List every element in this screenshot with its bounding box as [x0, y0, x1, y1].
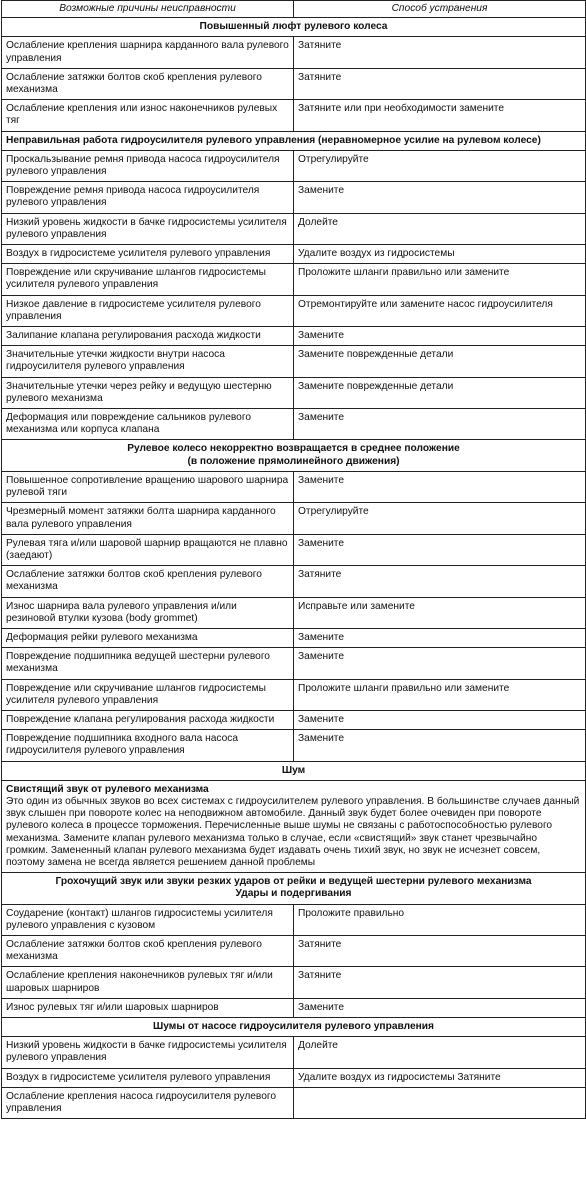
table-row [2, 471, 586, 502]
remedy-cell: Проложите правильно [294, 904, 586, 935]
cause-cell: Деформация или повреждение сальников рулевого механизма или корпуса клапана [2, 409, 294, 440]
cause-cell: Значительные утечки через рейку и ведущую шестерню рулевого механизма [2, 377, 294, 408]
cause-cell: Повреждение ремня привода насоса гидроусилителя рулевого управления [2, 182, 294, 213]
remedy-cell: Замените [294, 409, 586, 440]
section-title-line: Удары и подергивания [235, 888, 352, 900]
cause-cell: Воздух в гидросистеме усилителя рулевого управления [2, 245, 294, 264]
cause-cell: Ослабление крепления наконечников рулевых тяг и/или шаровых шарниров [2, 967, 294, 998]
remedy-cell: Замените [294, 730, 586, 761]
table-row [2, 295, 586, 326]
section-header-row [2, 761, 586, 780]
cause-cell: Значительные утечки жидкости внутри насоса гидроусилителя рулевого управления [2, 346, 294, 377]
section-title-line: Грохочущий звук или звуки резких ударов от рейки и ведущей шестерни рулевого механизма [55, 876, 532, 888]
table-row [2, 503, 586, 534]
cause-cell: Ослабление затяжки болтов скоб крепления рулевого механизма [2, 566, 294, 597]
cause-cell: Износ рулевых тяг и/или шаровых шарниров [2, 998, 294, 1017]
cause-cell: Соударение (контакт) шлангов гидросистемы усилителя рулевого управления с кузовом [2, 904, 294, 935]
section-header-row [2, 1018, 586, 1037]
cause-cell: Чрезмерный момент затяжки болта шарнира карданного вала рулевого управления [2, 503, 294, 534]
cause-cell: Ослабление крепления шарнира карданного вала рулевого управления [2, 37, 294, 68]
remedy-cell: Замените [294, 327, 586, 346]
troubleshooting-table [1, 0, 586, 1119]
table-row [2, 327, 586, 346]
remedy-cell: Проложите шланги правильно или замените [294, 264, 586, 295]
table-row [2, 213, 586, 244]
table-row [2, 377, 586, 408]
remedy-cell: Проложите шланги правильно или замените [294, 679, 586, 710]
table-row [2, 967, 586, 998]
remedy-cell: Затяните [294, 37, 586, 68]
remedy-cell: Долейте [294, 213, 586, 244]
table-row [2, 245, 586, 264]
table-row [2, 710, 586, 729]
table-row [2, 935, 586, 966]
remedy-cell: Замените [294, 710, 586, 729]
section-header-row [2, 440, 586, 471]
table-row [2, 182, 586, 213]
remedy-cell: Замените [294, 648, 586, 679]
table-row [2, 628, 586, 647]
section-title [2, 18, 586, 37]
section-title-line: (в положение прямолинейного движения) [187, 455, 400, 467]
cause-cell: Низкое давление в гидросистеме усилителя рулевого управления [2, 295, 294, 326]
section-title-line: Рулевое колесо некорректно возвращается в среднее положение [127, 443, 460, 455]
cause-cell: Ослабление затяжки болтов скоб крепления рулевого механизма [2, 68, 294, 99]
cause-cell: Низкий уровень жидкости в бачке гидросистемы усилителя рулевого управления [2, 213, 294, 244]
remedy-cell [294, 1087, 586, 1118]
section-title [2, 440, 586, 471]
table-row [2, 150, 586, 181]
section-title-line: Шум [281, 764, 306, 776]
remedy-cell: Затяните или при необходимости замените [294, 100, 586, 131]
cause-cell: Повреждение клапана регулирования расхода жидкости [2, 710, 294, 729]
table-row [2, 37, 586, 68]
table-row [2, 1068, 586, 1087]
remedy-cell: Замените [294, 628, 586, 647]
table-row [2, 1037, 586, 1068]
table-row [2, 346, 586, 377]
cause-cell: Повреждение или скручивание шлангов гидросистемы усилителя рулевого управления [2, 264, 294, 295]
remedy-cell: Отремонтируйте или замените насос гидроусилителя [294, 295, 586, 326]
remedy-cell: Замените [294, 998, 586, 1017]
note-row [2, 780, 586, 872]
cause-cell: Износ шарнира вала рулевого управления и/или резиновой втулки кузова (body grommet) [2, 597, 294, 628]
note-text: Это один из обычных звуков во всех системах с гидроусилителем рулевого управления. В большинстве случаев данный звук слышен при повороте колес на неподвижном автомобиле. Данный звук будет более очевиден при повороте рулевого колеса в процессе торможения. Перечисленные выше шумы не связаны с работоспособностью рулевого механизма. Замените клапан рулевого механизма только в случае, если «свистящий» звук станет чрезвычайно громким. Замененный клапан рулевого механизма будет издавать очень тихий звук, но звук не исчезнет совсем, поэтому замена не всегда является решением данной проблемы [6, 795, 580, 868]
section-title [2, 873, 586, 904]
remedy-cell: Отрегулируйте [294, 150, 586, 181]
table-row [2, 566, 586, 597]
table-row [2, 998, 586, 1017]
remedy-cell: Затяните [294, 566, 586, 597]
cause-cell: Ослабление затяжки болтов скоб крепления рулевого механизма [2, 935, 294, 966]
remedy-cell: Затяните [294, 68, 586, 99]
remedy-cell: Замените [294, 182, 586, 213]
remedy-cell: Замените поврежденные детали [294, 377, 586, 408]
remedy-cell: Замените [294, 471, 586, 502]
section-title-line: Повышенный люфт рулевого колеса [199, 21, 388, 33]
cause-cell: Низкий уровень жидкости в бачке гидросистемы усилителя рулевого управления [2, 1037, 294, 1068]
column-header-cause: Возможные причины неисправности [2, 1, 294, 18]
cause-cell: Воздух в гидросистеме усилителя рулевого управления [2, 1068, 294, 1087]
remedy-cell: Затяните [294, 967, 586, 998]
table-body [2, 18, 586, 1119]
cause-cell: Повреждение подшипника ведущей шестерни рулевого механизма [2, 648, 294, 679]
section-header-row [2, 18, 586, 37]
section-title-line: Неправильная работа гидроусилителя рулевого управления (неравномерное усилие на рулевом колесе) [6, 134, 541, 146]
table-row [2, 68, 586, 99]
remedy-cell: Удалите воздух из гидросистемы Затяните [294, 1068, 586, 1087]
cause-cell: Деформация рейки рулевого механизма [2, 628, 294, 647]
column-header-remedy: Способ устранения [294, 1, 586, 18]
section-header-row [2, 873, 586, 904]
note-title: Свистящий звук от рулевого механизма [6, 783, 209, 795]
table-row [2, 409, 586, 440]
section-title-line: Шумы от насосе гидроусилителя рулевого управления [153, 1021, 434, 1032]
section-header-row [2, 131, 586, 150]
cause-cell: Повышенное сопротивление вращению шарового шарнира рулевой тяги [2, 471, 294, 502]
table-row [2, 730, 586, 761]
cause-cell: Проскальзывание ремня привода насоса гидроусилителя рулевого управления [2, 150, 294, 181]
note-cell [2, 780, 586, 872]
table-row [2, 264, 586, 295]
table-row [2, 904, 586, 935]
cause-cell: Рулевая тяга и/или шаровой шарнир вращаются не плавно (заедают) [2, 534, 294, 565]
remedy-cell: Замените [294, 534, 586, 565]
table-row [2, 534, 586, 565]
table-row [2, 648, 586, 679]
table-row [2, 679, 586, 710]
cause-cell: Ослабление крепления насоса гидроусилителя рулевого управления [2, 1087, 294, 1118]
section-title [2, 131, 586, 150]
remedy-cell: Долейте [294, 1037, 586, 1068]
section-title [2, 1018, 586, 1037]
remedy-cell: Отрегулируйте [294, 503, 586, 534]
remedy-cell: Замените поврежденные детали [294, 346, 586, 377]
remedy-cell: Исправьте или замените [294, 597, 586, 628]
table-row [2, 1087, 586, 1118]
remedy-cell: Удалите воздух из гидросистемы [294, 245, 586, 264]
cause-cell: Ослабление крепления или износ наконечников рулевых тяг [2, 100, 294, 131]
cause-cell: Повреждение или скручивание шлангов гидросистемы усилителя рулевого управления [2, 679, 294, 710]
remedy-cell: Затяните [294, 935, 586, 966]
table-row [2, 100, 586, 131]
section-title [2, 761, 586, 780]
cause-cell: Залипание клапана регулирования расхода жидкости [2, 327, 294, 346]
cause-cell: Повреждение подшипника входного вала насоса гидроусилителя рулевого управления [2, 730, 294, 761]
table-row [2, 597, 586, 628]
table-header-row [2, 1, 586, 18]
